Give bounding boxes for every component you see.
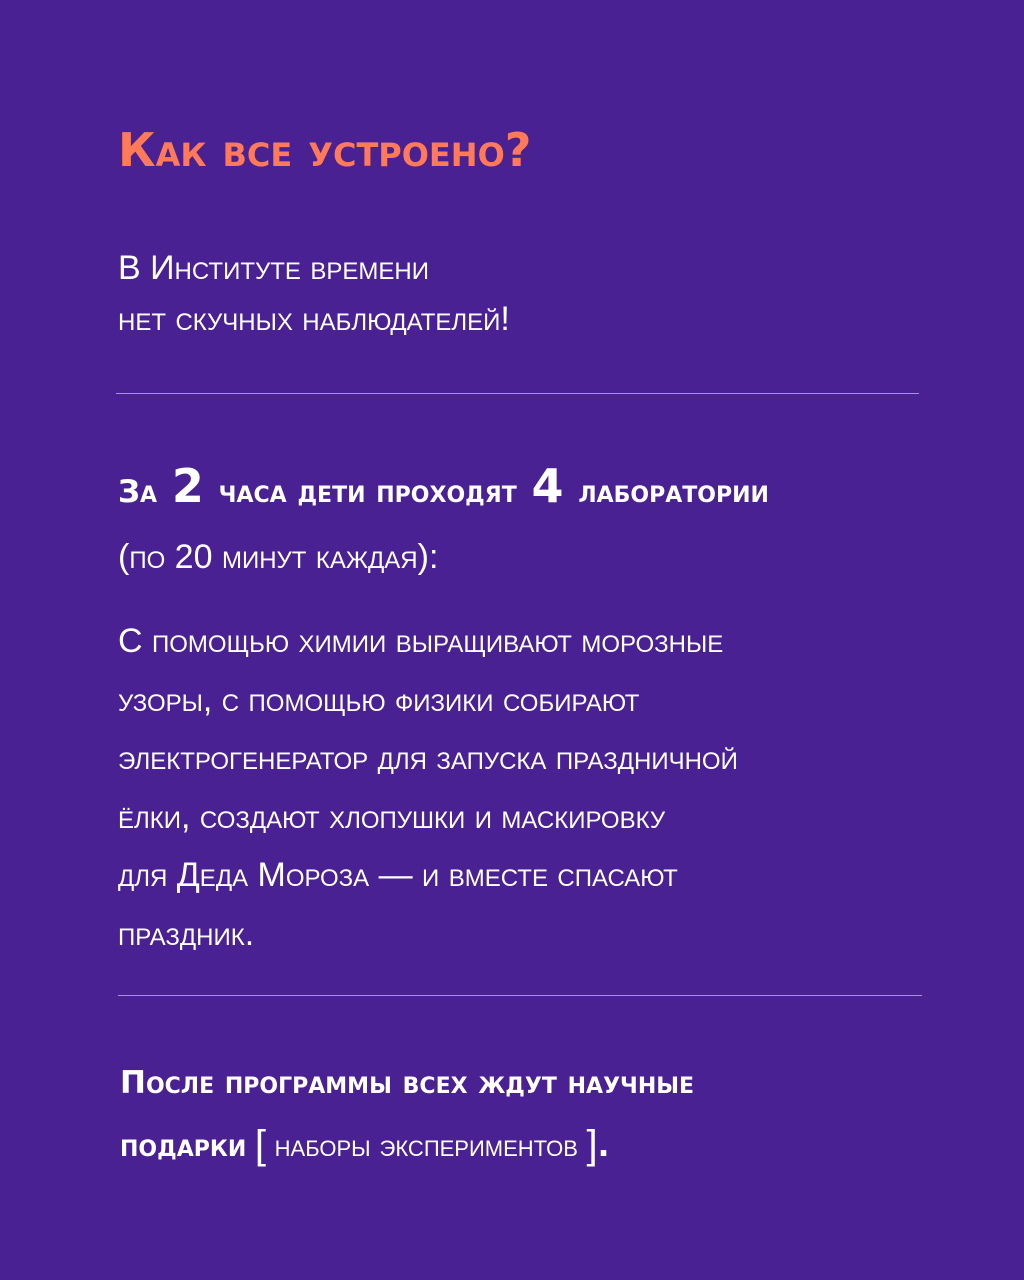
hours-count: 2 xyxy=(171,459,204,513)
intro-line-2: нет скучных наблюдателей! xyxy=(118,300,510,338)
summary-middle: часа дети проходят xyxy=(218,474,517,510)
gifts-end: . xyxy=(597,1128,610,1164)
program-summary xyxy=(118,455,968,583)
intro-line-1: В Институте времени xyxy=(118,249,429,287)
gifts-word: подарки xyxy=(120,1128,247,1164)
bracket-open: [ xyxy=(254,1123,267,1167)
description-line: электрогенератор для запуска праздничной xyxy=(118,739,738,778)
page-heading: Как все устроено? xyxy=(118,123,532,177)
bracket-close: ] xyxy=(586,1123,598,1167)
divider-top xyxy=(116,393,919,394)
program-summary-line-1 xyxy=(118,455,968,523)
description-line: праздник. xyxy=(118,914,255,953)
description-line: С помощью химии выращивают морозные xyxy=(118,622,724,660)
description-line: узоры, с помощью физики собирают xyxy=(118,680,640,719)
labs-count: 4 xyxy=(531,459,564,513)
gifts-note xyxy=(120,1052,940,1177)
gifts-line-2 xyxy=(120,1114,940,1177)
gifts-detail: наборы экспериментов xyxy=(274,1127,578,1163)
summary-suffix: лаборатории xyxy=(578,474,769,510)
description-line: для Деда Мороза — и вместе спасают xyxy=(118,856,678,895)
description-line: ёлки, создают хлопушки и маскировку xyxy=(118,797,666,836)
summary-prefix: За xyxy=(118,474,158,510)
lab-description xyxy=(118,612,918,964)
gifts-line-1: После программы всех ждут научные xyxy=(120,1065,695,1101)
intro-text xyxy=(118,243,918,345)
program-summary-line-2: (по 20 минут каждая): xyxy=(118,538,439,576)
divider-bottom xyxy=(118,995,922,996)
